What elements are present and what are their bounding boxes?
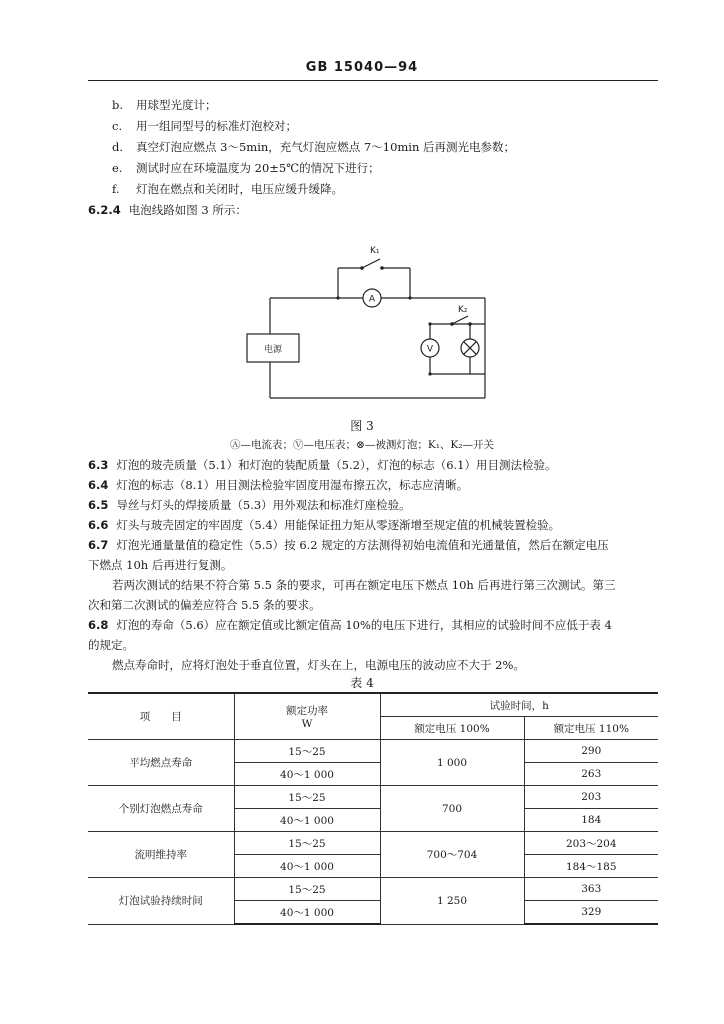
- row-time-100: 1 000: [380, 740, 524, 786]
- row-power: 40～1 000: [234, 763, 380, 786]
- k1-label: K₁: [370, 246, 380, 256]
- k2-label: K₂: [458, 305, 468, 315]
- row-time-100: 1 250: [380, 878, 524, 925]
- table-4: [88, 692, 658, 925]
- section-text: 灯泡的标志（8.1）用目测法检验牢固度用湿布擦五次，标志应清晰。: [116, 478, 469, 492]
- k2-contact-right: [468, 322, 472, 326]
- list-item-c: [112, 118, 297, 134]
- list-letter: c.: [112, 119, 123, 133]
- list-item-e: [112, 160, 380, 176]
- row-power: 40～1 000: [234, 901, 380, 925]
- row-item: 流明维持率: [88, 832, 234, 878]
- header-test-time: 试验时间，h: [380, 693, 658, 717]
- list-item-b: [112, 97, 217, 113]
- section-6-7-continued: 下燃点 10h 后再进行复测。: [88, 558, 233, 572]
- row-power: 15～25: [234, 878, 380, 901]
- k2-contact-left: [450, 322, 454, 326]
- section-number: 6.8: [88, 618, 109, 632]
- list-text: 用球型光度计；: [136, 98, 217, 112]
- section-6-3: [88, 457, 557, 473]
- section-number: 6.5: [88, 498, 109, 512]
- junction-dot: [336, 296, 339, 299]
- row-time-110: 290: [524, 740, 658, 763]
- voltmeter-label: V: [426, 344, 434, 355]
- list-letter: b.: [112, 98, 124, 112]
- section-number: 6.7: [88, 538, 109, 552]
- section-6-6: [88, 517, 560, 533]
- table-row: [88, 786, 658, 809]
- row-time-100: 700～704: [380, 832, 524, 878]
- row-time-110: 203: [524, 786, 658, 809]
- figure-caption: 图 3: [350, 419, 374, 433]
- list-letter: d.: [112, 140, 124, 154]
- header-power: [234, 693, 380, 740]
- section-text: 电泡线路如图 3 所示：: [128, 203, 247, 217]
- junction-dot: [428, 322, 431, 325]
- list-text: 用一组同型号的标准灯泡校对；: [136, 119, 297, 133]
- table-title: 表 4: [350, 676, 374, 690]
- section-number: 6.3: [88, 458, 109, 472]
- section-6-4: [88, 477, 468, 493]
- section-text: 灯泡光通量量值的稳定性（5.5）按 6.2 规定的方法测得初始电流值和光通量值，然后在额定电压: [116, 538, 609, 552]
- row-power: 15～25: [234, 786, 380, 809]
- header-power-label: 额定功率: [286, 705, 328, 717]
- paragraph-retest: 若两次测试的结果不符合第 5.5 条的要求，可再在额定电压下燃点 10h 后再进行第三次测试。第三: [112, 578, 616, 592]
- switch-k1: [362, 259, 380, 268]
- row-power: 15～25: [234, 832, 380, 855]
- section-number: 6.6: [88, 518, 109, 532]
- header-power-unit: W: [301, 718, 313, 730]
- circuit-diagram: [230, 238, 500, 408]
- list-text: 测试时应在环境温度为 20±5℃的情况下进行；: [136, 161, 380, 175]
- switch-k2: [452, 316, 468, 324]
- header-item: 项 目: [88, 693, 234, 740]
- row-power: 40～1 000: [234, 809, 380, 832]
- header-rule: [88, 80, 658, 81]
- header-voltage-100: 额定电压 100%: [380, 717, 524, 740]
- row-time-110: 329: [524, 901, 658, 925]
- ammeter-label: A: [368, 294, 376, 305]
- section-6-2-4: [88, 202, 247, 218]
- table-row: [88, 740, 658, 763]
- row-item: 个别灯泡燃点寿命: [88, 786, 234, 832]
- figure-legend: Ⓐ—电流表；Ⓥ—电压表；⊗—被测灯泡；K₁、K₂—开关: [230, 439, 494, 451]
- list-item-f: [112, 181, 343, 197]
- row-power: 15～25: [234, 740, 380, 763]
- table-header-row: [88, 693, 658, 717]
- row-item: 灯泡试验持续时间: [88, 878, 234, 925]
- junction-dot: [408, 296, 411, 299]
- power-source-label: 电源: [263, 345, 283, 355]
- section-6-8-continued: 的规定。: [88, 638, 134, 652]
- k1-contact-left: [360, 266, 364, 270]
- standard-header: GB 15040—94: [305, 60, 419, 75]
- section-text: 导丝与灯头的焊接质量（5.3）用外观法和标准灯座检验。: [116, 498, 411, 512]
- paragraph-burning-position: 燃点寿命时，应将灯泡处于垂直位置，灯头在上，电源电压的波动应不大于 2%。: [112, 658, 525, 672]
- section-number: 6.4: [88, 478, 109, 492]
- section-6-8: [88, 617, 612, 633]
- section-6-5: [88, 497, 411, 513]
- row-time-110: 184～185: [524, 855, 658, 878]
- header-voltage-110: 额定电压 110%: [524, 717, 658, 740]
- row-time-110: 184: [524, 809, 658, 832]
- junction-dot: [428, 372, 431, 375]
- table-row: [88, 878, 658, 901]
- row-item: 平均燃点寿命: [88, 740, 234, 786]
- row-time-110: 263: [524, 763, 658, 786]
- paragraph-retest-continued: 次和第二次测试的偏差应符合 5.5 条的要求。: [88, 598, 321, 612]
- list-item-d: [112, 139, 515, 155]
- section-text: 灯头与玻壳固定的牢固度（5.4）用能保证扭力矩从零逐渐增至规定值的机械装置检验。: [116, 518, 561, 532]
- list-letter: f.: [112, 182, 120, 196]
- row-time-100: 700: [380, 786, 524, 832]
- k1-contact-right: [380, 266, 384, 270]
- section-text: 灯泡的玻壳质量（5.1）和灯泡的装配质量（5.2），灯泡的标志（6.1）用目测法检验。: [116, 458, 557, 472]
- list-letter: e.: [112, 161, 123, 175]
- row-time-110: 203～204: [524, 832, 658, 855]
- section-text: 灯泡的寿命（5.6）应在额定值或比额定值高 10%的电压下进行，其相应的试验时间不应低于表 4: [116, 618, 612, 632]
- row-time-110: 363: [524, 878, 658, 901]
- list-text: 真空灯泡应燃点 3～5min，充气灯泡应燃点 7～10min 后再测光电参数；: [136, 140, 516, 154]
- row-power: 40～1 000: [234, 855, 380, 878]
- section-number: 6.2.4: [88, 203, 121, 217]
- table-row: [88, 832, 658, 855]
- list-text: 灯泡在燃点和关闭时，电压应缓升缓降。: [136, 182, 343, 196]
- section-6-7: [88, 537, 609, 553]
